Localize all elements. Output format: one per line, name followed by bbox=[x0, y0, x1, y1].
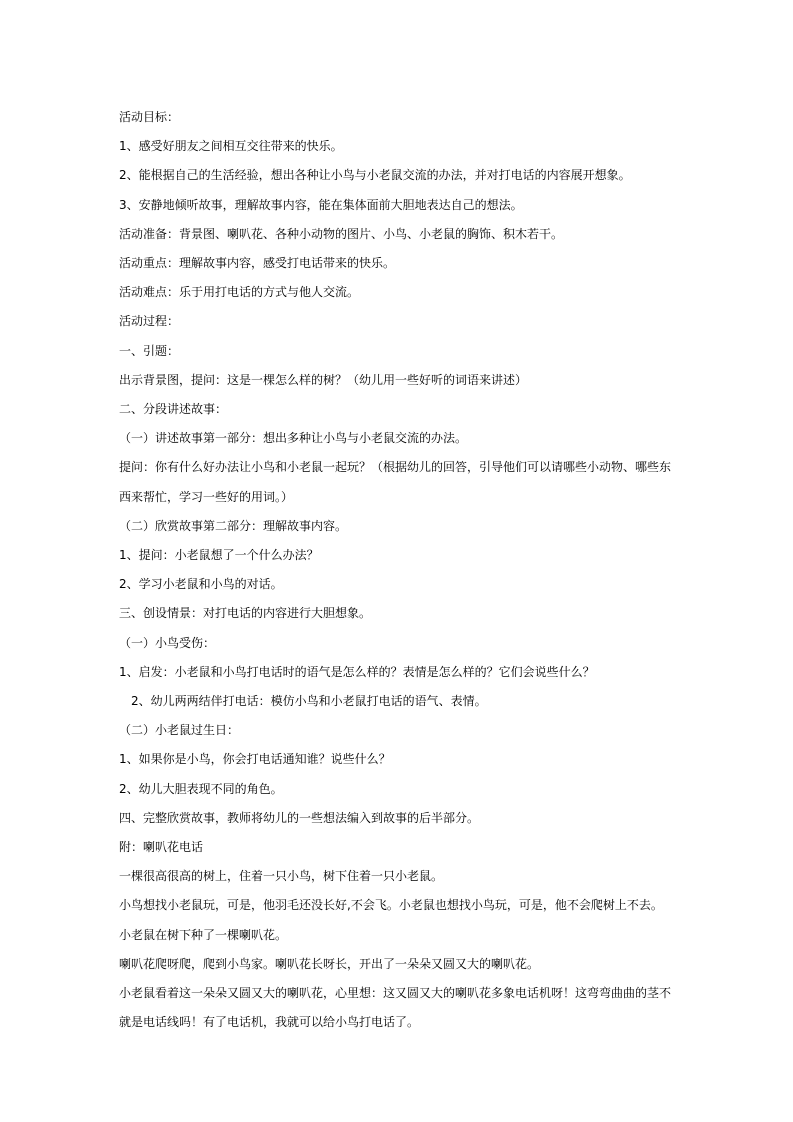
section-2-part-2: （二）欣赏故事第二部分：理解故事内容。 bbox=[119, 518, 348, 533]
activity-preparation: 活动准备：背景图、喇叭花、各种小动物的图片、小鸟、小老鼠的胸饰、积木若干。 bbox=[119, 226, 564, 241]
section-3-part-2: （二）小老鼠过生日： bbox=[119, 723, 240, 738]
story-paragraph-1: 一棵很高很高的树上，住着一只小鸟，树下住着一只小老鼠。 bbox=[119, 869, 444, 884]
section-2-question: 提问：你有什么好办法让小鸟和小老鼠一起玩？（根据幼儿的回答，引导他们可以请哪些小动物、哪些东西来帮忙，学习一些好的用词。） bbox=[119, 460, 672, 504]
heading-activity-goals: 活动目标： bbox=[119, 110, 180, 124]
section-4-heading: 四、完整欣赏故事，教师将幼儿的一些想法编入到故事的后半部分。 bbox=[119, 810, 480, 825]
appendix-title: 附：喇叭花电话 bbox=[119, 840, 204, 855]
section-3-item-2: 2、幼儿两两结伴打电话：模仿小鸟和小老鼠打电话的语气、表情。 bbox=[131, 694, 487, 709]
section-1-heading: 一、引题： bbox=[119, 343, 180, 358]
section-3-item-4: 2、幼儿大胆表现不同的角色。 bbox=[119, 781, 283, 796]
heading-activity-process: 活动过程： bbox=[119, 314, 180, 329]
story-paragraph-3: 小老鼠在树下种了一棵喇叭花。 bbox=[119, 927, 288, 942]
activity-key-point: 活动重点：理解故事内容，感受打电话带来的快乐。 bbox=[119, 256, 396, 271]
activity-difficulty: 活动难点：乐于用打电话的方式与他人交流。 bbox=[119, 285, 360, 300]
section-3-item-1: 1、启发：小老鼠和小鸟打电话时的语气是怎么样的？表情是怎么样的？它们会说些什么？ bbox=[119, 664, 595, 679]
story-paragraph-2: 小鸟想找小老鼠玩，可是，他羽毛还没长好,不会飞。小老鼠也想找小鸟玩，可是，他不会爬树上不去。 bbox=[119, 898, 663, 913]
document-body bbox=[119, 103, 679, 1038]
section-2-heading: 二、分段讲述故事： bbox=[119, 402, 228, 417]
section-3-part-1: （一）小鸟受伤： bbox=[119, 635, 216, 650]
section-3-item-3: 1、如果你是小鸟，你会打电话通知谁？说些什么？ bbox=[119, 752, 391, 767]
goal-item-1: 1、感受好朋友之间相互交往带来的快乐。 bbox=[119, 139, 343, 154]
section-3-heading: 三、创设情景：对打电话的内容进行大胆想象。 bbox=[119, 606, 372, 621]
section-1-text: 出示背景图，提问：这是一棵怎么样的树？（幼儿用一些好听的词语来讲述） bbox=[119, 372, 528, 387]
goal-item-3: 3、安静地倾听故事，理解故事内容，能在集体面前大胆地表达自己的想法。 bbox=[119, 197, 523, 212]
story-paragraph-4: 喇叭花爬呀爬，爬到小鸟家。喇叭花长呀长，开出了一朵朵又圆又大的喇叭花。 bbox=[119, 956, 540, 971]
goal-item-2: 2、能根据自己的生活经验，想出各种让小鸟与小老鼠交流的办法，并对打电话的内容展开想象。 bbox=[119, 168, 631, 183]
section-2-item-1: 1、提问：小老鼠想了一个什么办法？ bbox=[119, 548, 319, 563]
story-paragraph-5: 小老鼠看着这一朵朵又圆又大的喇叭花，心里想：这又圆又大的喇叭花多象电话机呀！这弯弯曲曲的茎不就是电话线吗！有了电话机，我就可以给小鸟打电话了。 bbox=[119, 986, 672, 1030]
section-2-part-1: （一）讲述故事第一部分：想出多种让小鸟与小老鼠交流的办法。 bbox=[119, 431, 468, 446]
section-2-item-2: 2、学习小老鼠和小鸟的对话。 bbox=[119, 577, 283, 592]
